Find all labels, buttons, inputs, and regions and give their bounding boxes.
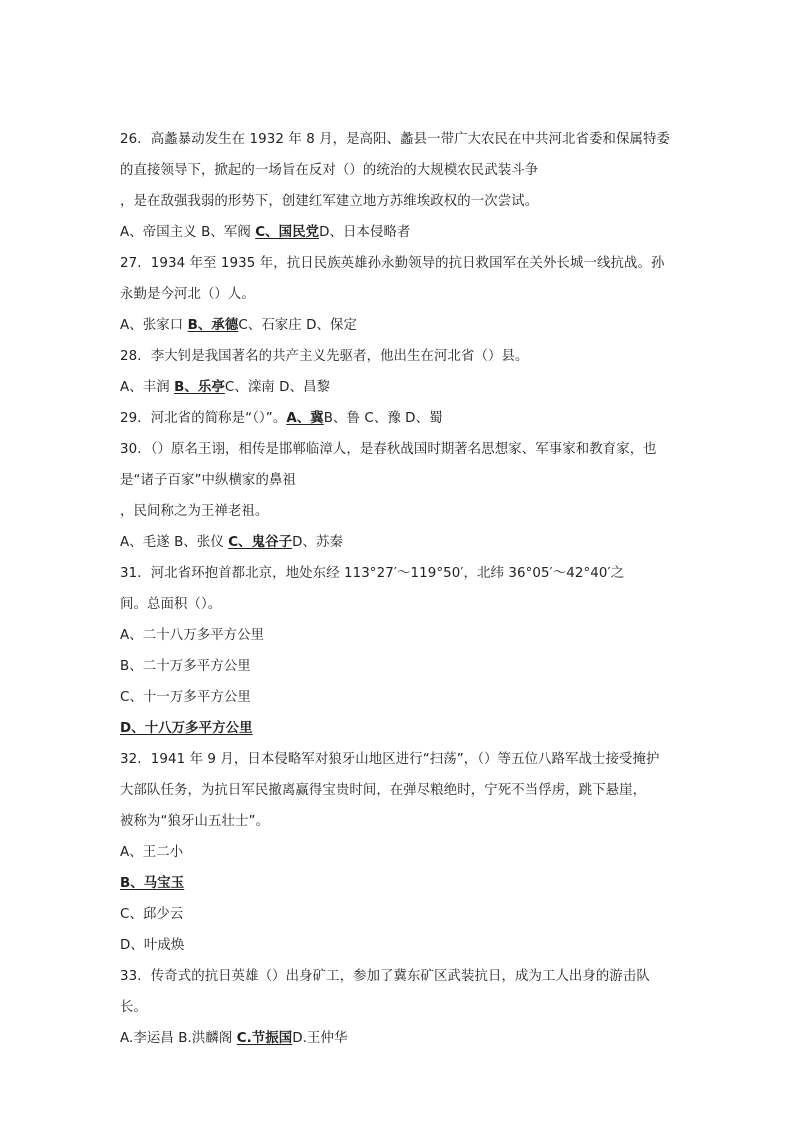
text-segment: 26．高蠡暴动发生在 1932 年 8 月，是高阳、蠡县一带广大农民在中共河北省委和保属特委 xyxy=(120,132,670,147)
option-text: C、十一万多平方公里 xyxy=(120,690,251,705)
correct-answer: B、马宝玉 xyxy=(120,876,185,891)
correct-answer: C、国民党 xyxy=(255,225,320,240)
text-segment: 是“诸子百家”中纵横家的鼻祖 xyxy=(120,473,296,488)
text-segment: 28．李大钊是我国著名的共产主义先驱者，他出生在河北省（）县。 xyxy=(120,349,529,364)
option-text: C、邱少云 xyxy=(120,907,184,922)
text-line xyxy=(120,565,680,583)
text-line xyxy=(120,968,680,986)
text-segment: 长。 xyxy=(120,1000,147,1015)
option-text: A、张家口 xyxy=(120,318,188,333)
option-text: 29．河北省的简称是“（）”。 xyxy=(120,411,287,426)
text-segment: ，是在敌强我弱的形势下，创建红军建立地方苏维埃政权的一次尝试。 xyxy=(120,194,539,209)
correct-answer: C、鬼谷子 xyxy=(228,535,293,550)
text-segment: 32．1941 年 9 月，日本侵略军对狼牙山地区进行“扫荡”，（）等五位八路军战士接受掩护 xyxy=(120,752,660,767)
option-text: C、石家庄 D、保定 xyxy=(238,318,358,333)
correct-answer: D、十八万多平方公里 xyxy=(120,721,253,736)
text-segment: 33．传奇式的抗日英雄（）出身矿工，参加了冀东矿区武装抗日，成为工人出身的游击队 xyxy=(120,969,650,984)
correct-answer: B、承德 xyxy=(187,318,239,333)
option-text: A、二十八万多平方公里 xyxy=(120,628,265,643)
option-text: A、帝国主义 B、军阀 xyxy=(120,225,256,240)
text-line xyxy=(120,782,680,800)
text-line xyxy=(120,751,680,769)
option-text: A、王二小 xyxy=(120,845,184,860)
text-line xyxy=(120,162,680,180)
text-line xyxy=(120,503,680,521)
text-line xyxy=(120,193,680,211)
text-line xyxy=(120,441,680,459)
answer-options xyxy=(120,1030,680,1048)
answer-option xyxy=(120,627,680,645)
text-line xyxy=(120,348,680,366)
option-text: B、二十万多平方公里 xyxy=(120,659,251,674)
answer-options xyxy=(120,534,680,552)
option-text: B、鲁 C、豫 D、蜀 xyxy=(323,411,443,426)
option-text: A、丰润 xyxy=(120,380,175,395)
option-text: D、叶成焕 xyxy=(120,938,185,953)
option-text: D、日本侵略者 xyxy=(319,225,411,240)
text-segment: 间。总面积（）。 xyxy=(120,597,222,612)
option-text: D.王仲华 xyxy=(292,1031,348,1046)
text-segment: 被称为“狼牙山五壮士”。 xyxy=(120,814,269,829)
answer-option xyxy=(120,844,680,862)
text-line xyxy=(120,286,680,304)
text-segment: 永勤是今河北（）人。 xyxy=(120,287,255,302)
text-segment: 27．1934 年至 1935 年，抗日民族英雄孙永勤领导的抗日救国军在关外长城一线抗战。孙 xyxy=(120,256,665,271)
text-line xyxy=(120,999,680,1017)
text-segment: 的直接领导下，掀起的一场旨在反对（）的统治的大规模农民武装斗争 xyxy=(120,163,539,178)
text-segment: 30．（）原名王诩，相传是邯郸临漳人，是春秋战国时期著名思想家、军事家和教育家，也 xyxy=(120,442,657,457)
answer-option xyxy=(120,720,680,738)
correct-answer: B、乐亭 xyxy=(174,380,225,395)
answer-option xyxy=(120,937,680,955)
option-text: D、苏秦 xyxy=(292,535,343,550)
text-line xyxy=(120,255,680,273)
question-with-options xyxy=(120,410,680,428)
text-line xyxy=(120,813,680,831)
answer-options xyxy=(120,317,680,335)
answer-options xyxy=(120,379,680,397)
option-text: A.李运昌 B.洪麟阁 xyxy=(120,1031,237,1046)
text-segment: 31．河北省环抱首都北京，地处东经 113°27′～119°50′，北纬 36°05′～42°40′之 xyxy=(120,566,625,581)
option-text: A、毛遂 B、张仪 xyxy=(120,535,229,550)
answer-option xyxy=(120,658,680,676)
option-text: C、滦南 D、昌黎 xyxy=(224,380,331,395)
answer-option xyxy=(120,906,680,924)
text-segment: 大部队任务，为抗日军民撤离赢得宝贵时间，在弹尽粮绝时，宁死不当俘虏，跳下悬崖， xyxy=(120,783,647,798)
answer-options xyxy=(120,224,680,242)
text-line xyxy=(120,596,680,614)
answer-option xyxy=(120,689,680,707)
correct-answer: A、冀 xyxy=(286,411,324,426)
text-line xyxy=(120,131,680,149)
text-segment: ，民间称之为王禅老祖。 xyxy=(120,504,269,519)
answer-option xyxy=(120,875,680,893)
correct-answer: C.节振国 xyxy=(236,1031,293,1046)
text-line xyxy=(120,472,680,490)
